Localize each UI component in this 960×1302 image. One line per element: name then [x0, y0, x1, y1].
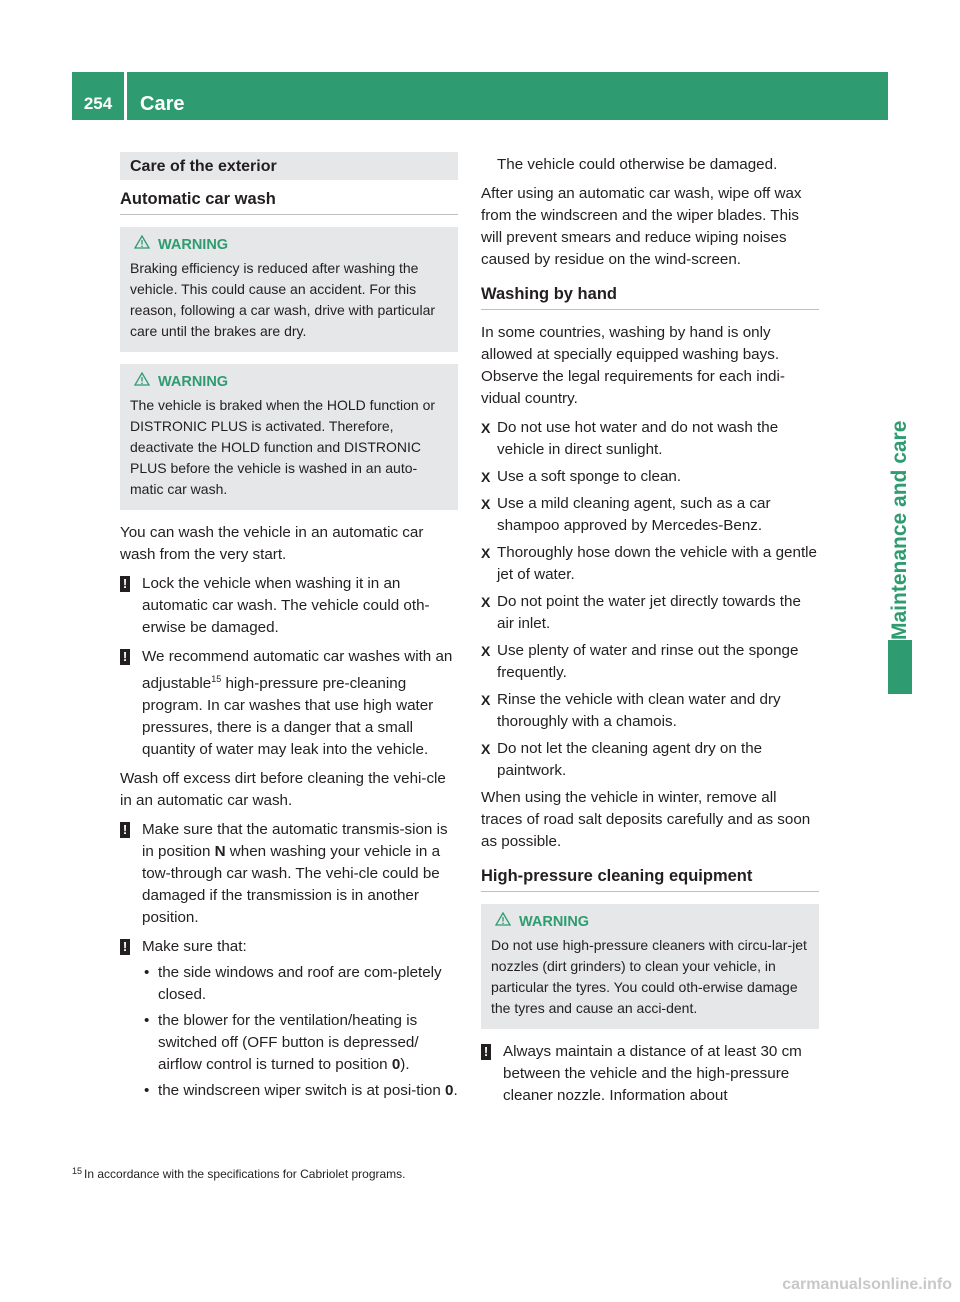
step-text: Use plenty of water and rinse out the sponge frequently. [497, 642, 799, 681]
bullet-dot: • [144, 1012, 150, 1030]
subheading-high-pressure: High-pressure cleaning equipment [481, 865, 819, 892]
list-item [481, 542, 819, 586]
warning-box [481, 904, 819, 1029]
warning-text: Do not use high-pressure cleaners with circu-lar-jet nozzles (dirt grinders) to clean your vehicle, in particular the tyres. You could oth-erwise damage the tyres and cause an acci-dent. [491, 937, 807, 1016]
paragraph: When using the vehicle in winter, remove all traces of road salt deposits carefully and as soon as possible. [481, 789, 811, 850]
header-divider [124, 72, 127, 120]
note-bold: N [214, 843, 226, 861]
side-label-text: Maintenance and care [888, 420, 911, 640]
list-item [481, 591, 819, 635]
list-item [142, 1010, 458, 1076]
warning-triangle-icon [134, 235, 150, 256]
note [120, 646, 458, 761]
right-column [481, 152, 819, 1114]
exclamation-icon: ! [120, 649, 130, 665]
left-column [120, 152, 458, 1109]
list-item [142, 1080, 458, 1102]
step-marker-icon: X [481, 420, 491, 436]
warning-label: WARNING [519, 914, 590, 930]
step-marker-icon: X [481, 692, 491, 708]
bullet-text: the side windows and roof are com-pletely closed. [158, 964, 442, 1004]
step-text: Use a mild cleaning agent, such as a car shampoo approved by Mercedes-Benz. [497, 495, 771, 534]
footnote [72, 1166, 832, 1181]
warning-box [120, 364, 458, 510]
list-item [481, 738, 819, 782]
warning-title [130, 372, 448, 393]
note [120, 819, 458, 929]
warning-box [120, 227, 458, 352]
header-bar [72, 72, 888, 120]
list-item [481, 689, 819, 733]
step-marker-icon: X [481, 643, 491, 659]
page-number: 254 [83, 94, 113, 113]
paragraph: In some countries, washing by hand is only allowed at specially equipped washing bays. Observe the legal requirements for each indi-vidual country. [481, 324, 785, 407]
note-text: when washing your vehicle in a tow-through car wash. The vehi-cle could be damaged if the transmission is in another position. [142, 843, 441, 927]
warning-text: The vehicle is braked when the HOLD function or DISTRONIC PLUS is activated. Therefore, deactivate the HOLD function and DISTRONIC PLUS before the vehicle is washed in an auto-matic car wash. [130, 397, 436, 497]
note [481, 1041, 819, 1107]
note-text: Make sure that the automatic transmis-sion is in position [142, 821, 448, 861]
step-text: Thoroughly hose down the vehicle with a gentle jet of water. [497, 544, 817, 583]
warning-label: WARNING [158, 374, 229, 390]
list-item [481, 640, 819, 684]
warning-title [130, 235, 448, 256]
step-marker-icon: X [481, 545, 491, 561]
bullet-bold: 0 [445, 1082, 454, 1100]
bullet-text: ). [400, 1056, 410, 1074]
bullet-text: the windscreen wiper switch is at posi-tion [158, 1082, 445, 1100]
watermark: carmanualsonline.info [782, 1276, 952, 1293]
list-item [481, 493, 819, 537]
note-text: Always maintain a distance of at least 30 cm between the vehicle and the high-pressure cleaner nozzle. Information about [503, 1043, 802, 1104]
exclamation-icon: ! [481, 1044, 491, 1060]
note-text: high-pressure pre-cleaning program. In car washes that use high water pressures, there is a danger that a small quantity of water may leak into the vehicle. [142, 675, 434, 759]
list-item [481, 466, 819, 488]
note [120, 936, 458, 1102]
step-marker-icon: X [481, 741, 491, 757]
exclamation-icon: ! [120, 822, 130, 838]
section-title: Care of the exterior [120, 152, 458, 180]
warning-triangle-icon [495, 912, 511, 933]
side-tab-block [888, 640, 912, 694]
warning-triangle-icon [134, 372, 150, 393]
warning-title [491, 912, 809, 933]
warning-text: Braking efficiency is reduced after washing the vehicle. This could cause an accident. For this reason, following a car wash, drive with particular care until the brakes are dry. [130, 260, 436, 339]
bullet-text: . [453, 1082, 458, 1100]
note [120, 573, 458, 639]
bullet-dot: • [144, 964, 150, 982]
exclamation-icon: ! [120, 576, 130, 592]
paragraph: You can wash the vehicle in an automatic car wash from the very start. [120, 524, 424, 563]
footnote-text: In accordance with the specifications for Cabriolet programs. [84, 1167, 406, 1181]
chapter-title: Care [140, 93, 185, 115]
list-item [481, 417, 819, 461]
paragraph: Wash off excess dirt before cleaning the vehi-cle in an automatic car wash. [120, 770, 446, 810]
paragraph: After using an automatic car wash, wipe off wax from the windscreen and the wiper blades. This will prevent smears and reduce wiping noises caused by residue on the wind-screen. [481, 185, 802, 268]
subheading-washing-by-hand: Washing by hand [481, 283, 819, 310]
continued-line: The vehicle could otherwise be damaged. [497, 156, 778, 173]
note-text: We recommend automatic car washes with an adjustable [142, 648, 453, 693]
note-text: Make sure that: [142, 938, 247, 956]
bullet-dot: • [144, 1082, 150, 1100]
bullet-text: the blower for the ventilation/heating is switched off (OFF button is depressed/ airflow control is turned to position [158, 1012, 419, 1074]
step-text: Do not use hot water and do not wash the vehicle in direct sunlight. [497, 419, 779, 458]
list-item [142, 962, 458, 1006]
step-marker-icon: X [481, 496, 491, 512]
footnote-number: 15 [72, 1166, 83, 1176]
step-text: Do not let the cleaning agent dry on the paintwork. [497, 740, 763, 779]
subheading-automatic-car-wash: Automatic car wash [120, 188, 458, 215]
step-list [481, 417, 819, 782]
step-text: Rinse the vehicle with clean water and dry thoroughly with a chamois. [497, 691, 781, 730]
step-marker-icon: X [481, 469, 491, 485]
note-text: Lock the vehicle when washing it in an automatic car wash. The vehicle could oth-erwise be damaged. [142, 575, 430, 636]
step-text: Do not point the water jet directly towards the air inlet. [497, 593, 801, 632]
step-marker-icon: X [481, 594, 491, 610]
footnote-ref: 15 [211, 674, 222, 684]
bullet-bold: 0 [391, 1056, 401, 1074]
exclamation-icon: ! [120, 939, 130, 955]
warning-label: WARNING [158, 237, 229, 253]
step-text: Use a soft sponge to clean. [497, 468, 682, 485]
bullet-list [142, 962, 458, 1102]
